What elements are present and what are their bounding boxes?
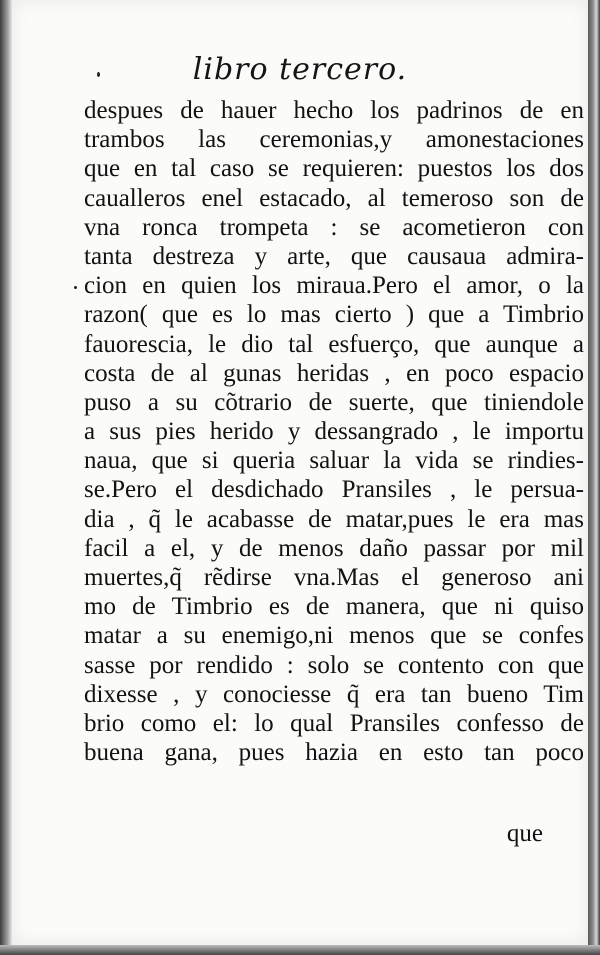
- text-line: costa de al gunas heridas , en poco espacio: [84, 359, 584, 387]
- page-edge-right: [588, 0, 600, 955]
- text-line: brio como el: lo qual Pransiles confesso de: [84, 709, 584, 737]
- text-line: que en tal caso se requieren: puestos los dos: [84, 155, 584, 183]
- body-text: [84, 96, 584, 767]
- ink-speck: [74, 286, 77, 289]
- page-edge-bottom: [0, 945, 600, 955]
- text-line: cion en quien los miraua.Pero el amor, o la: [84, 272, 584, 300]
- text-line: se.Pero el desdichado Pransiles , le persua-: [84, 476, 584, 504]
- text-line: a sus pies herido y dessangrado , le importu: [84, 418, 584, 446]
- text-line: fauorescia, le dio tal esfuerço, que aunque a: [84, 330, 584, 358]
- text-line: buena gana, pues hazia en esto tan poco: [84, 739, 584, 767]
- text-line: despues de hauer hecho los padrinos de en: [84, 97, 584, 124]
- text-line: trambos las ceremonias,y amonestaciones: [84, 126, 584, 154]
- text-line: dia , q̃ le acabasse de matar,pues le era mas: [84, 505, 584, 533]
- text-line: dixesse , y conociesse q̃ era tan bueno Tim: [84, 680, 584, 708]
- text-line: vna ronca trompeta : se acometieron con: [84, 213, 584, 241]
- book-page: [12, 0, 588, 945]
- text-line: caualleros enel estacado, al temeroso son de: [84, 184, 584, 212]
- ink-speck: [97, 72, 100, 77]
- text-line: razon( que es lo mas cierto ) que a Timbrio: [84, 301, 584, 329]
- catchword: que: [506, 820, 543, 847]
- text-line: naua, que si queria saluar la vida se rindies-: [84, 447, 584, 475]
- text-line: matar a su enemigo,ni menos que se confes: [84, 622, 584, 650]
- text-line: tanta destreza y arte, que causaua admira-: [84, 242, 584, 270]
- text-line: facil a el, y de menos daño passar por mil: [84, 534, 584, 562]
- text-line: muertes,q̃ rẽdirse vna.Mas el generoso ani: [84, 564, 584, 591]
- text-line: puso a su cõtrario de suerte, que tiniendole: [84, 388, 584, 416]
- text-line: mo de Timbrio es de manera, que ni quiso: [84, 593, 584, 621]
- text-line: sasse por rendido : solo se contento con que: [84, 651, 584, 679]
- running-header: libro tercero.: [192, 52, 408, 87]
- page-edge-left: [0, 0, 12, 955]
